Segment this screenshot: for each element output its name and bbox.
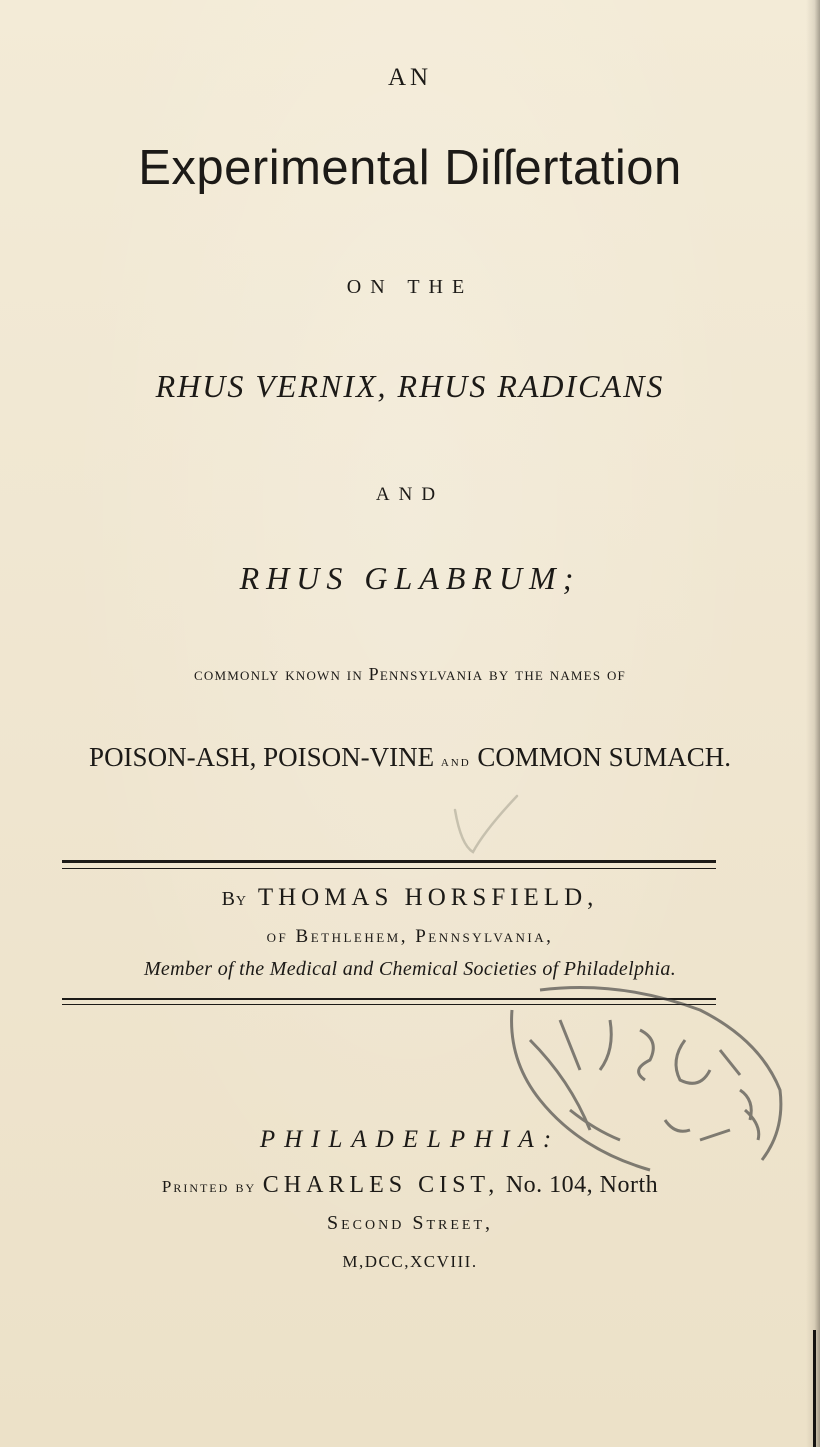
rhus-glabrum-line: RHUS GLABRUM; bbox=[239, 560, 581, 596]
pencil-mark bbox=[445, 790, 525, 860]
main-title: Experimental Diſſertation bbox=[138, 141, 682, 195]
rhus-vernix-radicans-line: RHUS VERNIX, RHUS RADICANS bbox=[155, 368, 665, 404]
printed-by: Printed by bbox=[161, 1177, 257, 1196]
author-residence: of Bethlehem, Pennsylvania, bbox=[266, 926, 554, 947]
author-name: THOMAS HORSFIELD, bbox=[257, 884, 599, 911]
by-word: By bbox=[221, 888, 248, 910]
and-line: AND bbox=[375, 484, 445, 505]
on-the-line: ON THE bbox=[346, 276, 474, 298]
page-edge-line bbox=[813, 1330, 816, 1447]
imprint-city: PHILADELPHIA: bbox=[259, 1126, 561, 1153]
common-names-part-1: POISON-ASH, POISON-VINE bbox=[89, 742, 435, 772]
author-membership: Member of the Medical and Chemical Societies of Philadelphia. bbox=[143, 958, 677, 980]
top-rule-thin bbox=[62, 868, 716, 869]
printer-line bbox=[0, 1172, 820, 1199]
top-rule-thick bbox=[62, 860, 716, 863]
publication-date: M,DCC,XCVIII. bbox=[342, 1252, 478, 1271]
printer-name: CHARLES CIST, bbox=[262, 1172, 500, 1198]
printer-address: No. 104, North bbox=[505, 1172, 659, 1198]
author-line bbox=[0, 884, 820, 912]
printer-street: Second Street, bbox=[326, 1212, 493, 1234]
title-article: AN bbox=[387, 64, 433, 91]
common-names-and: and bbox=[440, 754, 471, 770]
common-names-part-2: COMMON SUMACH. bbox=[477, 742, 731, 772]
common-names-line bbox=[0, 742, 820, 773]
commonly-known-line: commonly known in Pennsylvania by the names of bbox=[194, 664, 626, 684]
